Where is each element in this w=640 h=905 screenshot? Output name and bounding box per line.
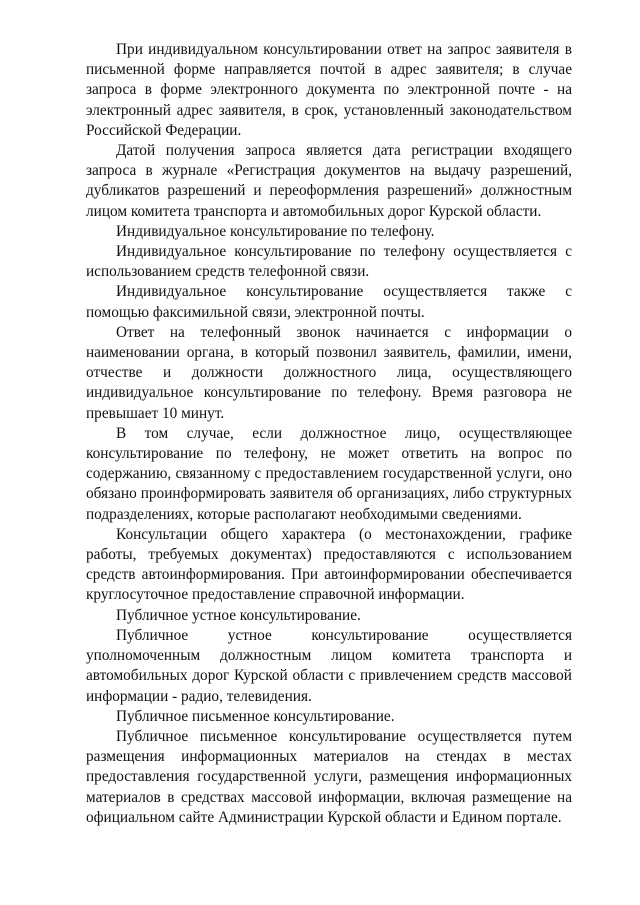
paragraph-phone-means: Индивидуальное консультирование по телефону осуществляется с использованием средств телефонной связи. <box>86 243 572 281</box>
paragraph-public-written-heading: Публичное письменное консультирование. <box>116 707 395 725</box>
paragraph-request-date: Датой получения запроса является дата регистрации входящего запроса в журнале «Регистрация документов на выдачу разрешений, дубликатов разрешений и переоформления разрешений» должностным лицом комитета транспорта и автомобильных дорог Курской области. <box>86 142 572 220</box>
paragraph-call-answer: Ответ на телефонный звонок начинается с информации о наименовании органа, в который позвонил заявитель, фамилии, имени, отчестве и должности должностного лица, осуществляющего индивидуальное консультирование по телефону. Время разговора не превышает 10 минут. <box>86 323 572 422</box>
paragraph-fax-email: Индивидуальное консультирование осуществляется также с помощью факсимильной связи, электронной почты. <box>86 283 572 321</box>
paragraph-written-reply: При индивидуальном консультировании ответ на запрос заявителя в письменной форме направляется почтой в адрес заявителя; в случае запроса в форме электронного документа по электронной почте - на электронный адрес заявителя, в срок, установленный законодательством Российской Федерации. <box>86 41 572 139</box>
paragraph-general-consultations: Консультации общего характера (о местонахождении, графике работы, требуемых документах) предоставляются с использованием средств автоинформирования. При автоинформировании обеспечивается круглосуточное предоставление справочной информации. <box>86 525 572 604</box>
paragraph-public-oral-details: Публичное устное консультирование осуществляется уполномоченным должностным лицом комитета транспорта и автомобильных дорог Курской области с привлечением средств массовой информации - радио, телевидения. <box>86 626 572 705</box>
paragraph-cannot-answer: В том случае, если должностное лицо, осуществляющее консультирование по телефону, не может ответить на вопрос по содержанию, связанному с предоставлением государственной услуги, оно обязано проинформировать заявителя об организациях, либо структурных подразделениях, которые располагают необходимыми сведениями. <box>86 424 572 523</box>
paragraph-public-oral-heading: Публичное устное консультирование. <box>116 606 361 624</box>
document-body <box>86 40 572 828</box>
paragraph-public-written-details: Публичное письменное консультирование осуществляется путем размещения информационных материалов на стендах в местах предоставления государственной услуги, размещения информационных материалов в средствах массовой информации, включая размещение на официальном сайте Администрации Курской области и Едином портале. <box>86 727 572 826</box>
paragraph-phone-heading: Индивидуальное консультирование по телефону. <box>116 222 435 240</box>
